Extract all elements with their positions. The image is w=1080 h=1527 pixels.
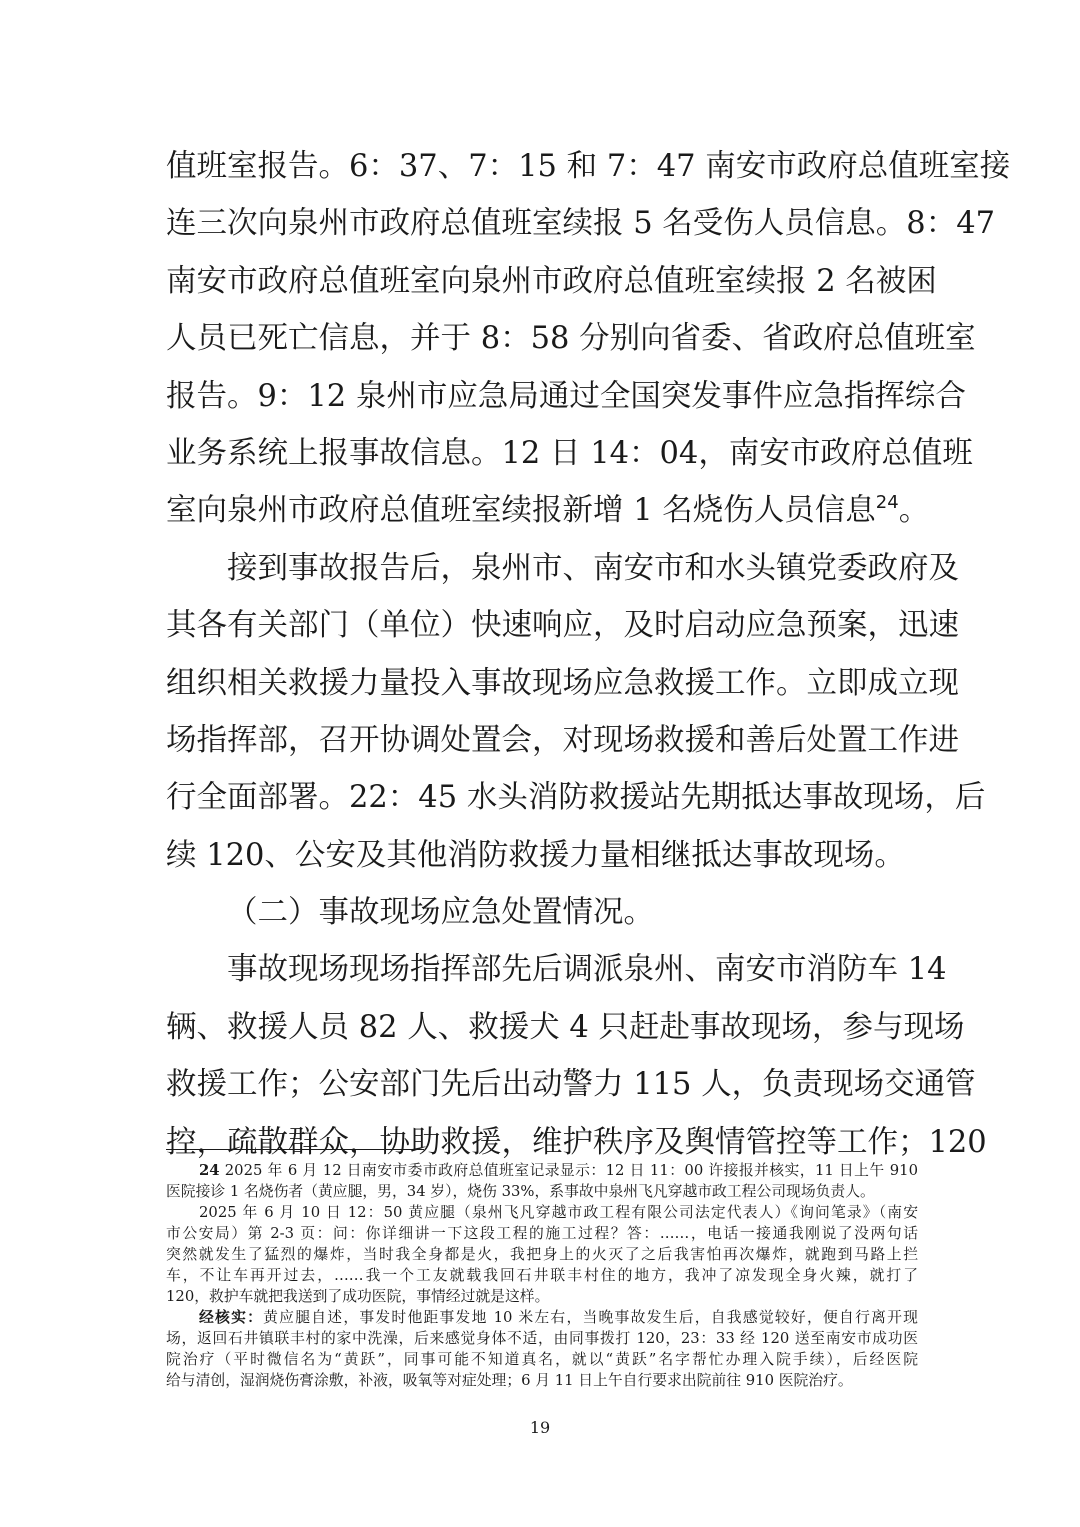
footnote-line: 医院接诊 1 名烧伤者（黄应腿，男，34 岁），烧伤 33%，系事故中泉州飞凡穿越市政工程公司现场负责人。 bbox=[166, 1183, 875, 1200]
body-line-tail: 。 bbox=[898, 493, 930, 529]
paragraph-line: 救援工作；公安部门先后出动警力 115 人，负责现场交通管 bbox=[166, 1067, 976, 1103]
paragraph-line: 辆、救援人员 82 人、救援犬 4 只赶赴事故现场，参与现场 bbox=[166, 1009, 965, 1045]
footnote-line: 市公安局）第 2-3 页：问：你详细讲一下这段工程的施工过程？答：……，电话一接通我刚说了没两句话 bbox=[166, 1225, 918, 1242]
footnote-line bbox=[166, 1160, 918, 1181]
footnote-line: 给与清创，湿润烧伤膏涂敷，补液，吸氧等对症处理；6 月 11 日上午自行要求出院前往 910 医院治疗。 bbox=[166, 1372, 853, 1389]
footnote-reference[interactable]: 24 bbox=[875, 492, 899, 514]
page-number: 19 bbox=[529, 1418, 551, 1437]
body-line: 连三次向泉州市政府总值班室续报 5 名受伤人员信息。8：47 bbox=[166, 206, 996, 242]
footnote-line-text: 2025 年 6 月 12 日南安市委市政府总值班室记录显示：12 日 11：00 许接报并核实，11 日上午 910 bbox=[224, 1162, 918, 1179]
paragraph-line: 行全面部署。22：45 水头消防救援站先期抵达事故现场，后 bbox=[166, 780, 986, 816]
body-text bbox=[166, 138, 1011, 1171]
section-heading: （二）事故现场应急处置情况。 bbox=[227, 895, 654, 931]
footnote bbox=[166, 1160, 918, 1391]
footnote-line: 突然就发生了猛烈的爆炸，当时我全身都是火，我把身上的火灭了之后我害怕再次爆炸，就跑到马路上拦 bbox=[166, 1246, 918, 1263]
body-line: 人员已死亡信息，并于 8：58 分别向省委、省政府总值班室 bbox=[166, 321, 976, 357]
verify-label: 经核实： bbox=[199, 1309, 264, 1326]
footnote-line: 2025 年 6 月 10 日 12：50 黄应腿（泉州飞凡穿越市政工程有限公司法定代表人）《询问笔录》（南安 bbox=[199, 1204, 918, 1221]
body-line: 值班室报告。6：37、7：15 和 7：47 南安市政府总值班室接 bbox=[166, 149, 1011, 184]
body-line-text: 室向泉州市政府总值班室续报新增 1 名烧伤人员信息 bbox=[166, 493, 876, 529]
footnote-line bbox=[166, 1307, 918, 1328]
footnote-line-text: 黄应腿自述，事发时他距事发地 10 米左右，当晚事故发生后，自我感觉较好，便自行离开现 bbox=[263, 1309, 918, 1326]
paragraph-line: 其各有关部门（单位）快速响应，及时启动应急预案，迅速 bbox=[166, 608, 959, 644]
body-line: 报告。9：12 泉州市应急局通过全国突发事件应急指挥综合 bbox=[166, 378, 966, 414]
footnote-line: 120，救护车就把我送到了成功医院，事情经过就是这样。 bbox=[166, 1288, 550, 1305]
paragraph-line: 续 120、公安及其他消防救援力量相继抵达事故现场。 bbox=[166, 837, 905, 873]
footnote-line: 院治疗（平时微信名为“黄跃”，同事可能不知道真名，就以“黄跃”名字帮忙办理入院手续），后经医院 bbox=[166, 1351, 918, 1368]
paragraph-line: 控，疏散群众，协助救援，维护秩序及舆情管控等工作；120 bbox=[166, 1124, 987, 1160]
footnote-line: 场，返回石井镇联丰村的家中洗澡，后来感觉身体不适，由同事拨打 120，23：33 经 120 送至南安市成功医 bbox=[166, 1330, 918, 1347]
body-line: 南安市政府总值班室向泉州市政府总值班室续报 2 名被困 bbox=[166, 263, 937, 299]
body-line bbox=[166, 482, 930, 539]
body-line: 业务系统上报事故信息。12 日 14：04，南安市政府总值班 bbox=[166, 435, 973, 471]
paragraph-line: 接到事故报告后，泉州市、南安市和水头镇党委政府及 bbox=[227, 550, 959, 586]
footnote-line: 车，不让车再开过去，……我一个工友就载我回石井联丰村住的地方，我冲了凉发现全身火辣，就打了 bbox=[166, 1267, 918, 1284]
paragraph-line: 场指挥部，召开协调处置会，对现场救援和善后处置工作进 bbox=[166, 722, 959, 758]
footnote-number: 24 bbox=[199, 1162, 220, 1179]
paragraph-line: 组织相关救援力量投入事故现场应急救援工作。立即成立现 bbox=[166, 665, 959, 701]
footnote-separator bbox=[166, 1149, 424, 1150]
paragraph-line: 事故现场现场指挥部先后调派泉州、南安市消防车 14 bbox=[227, 952, 947, 988]
